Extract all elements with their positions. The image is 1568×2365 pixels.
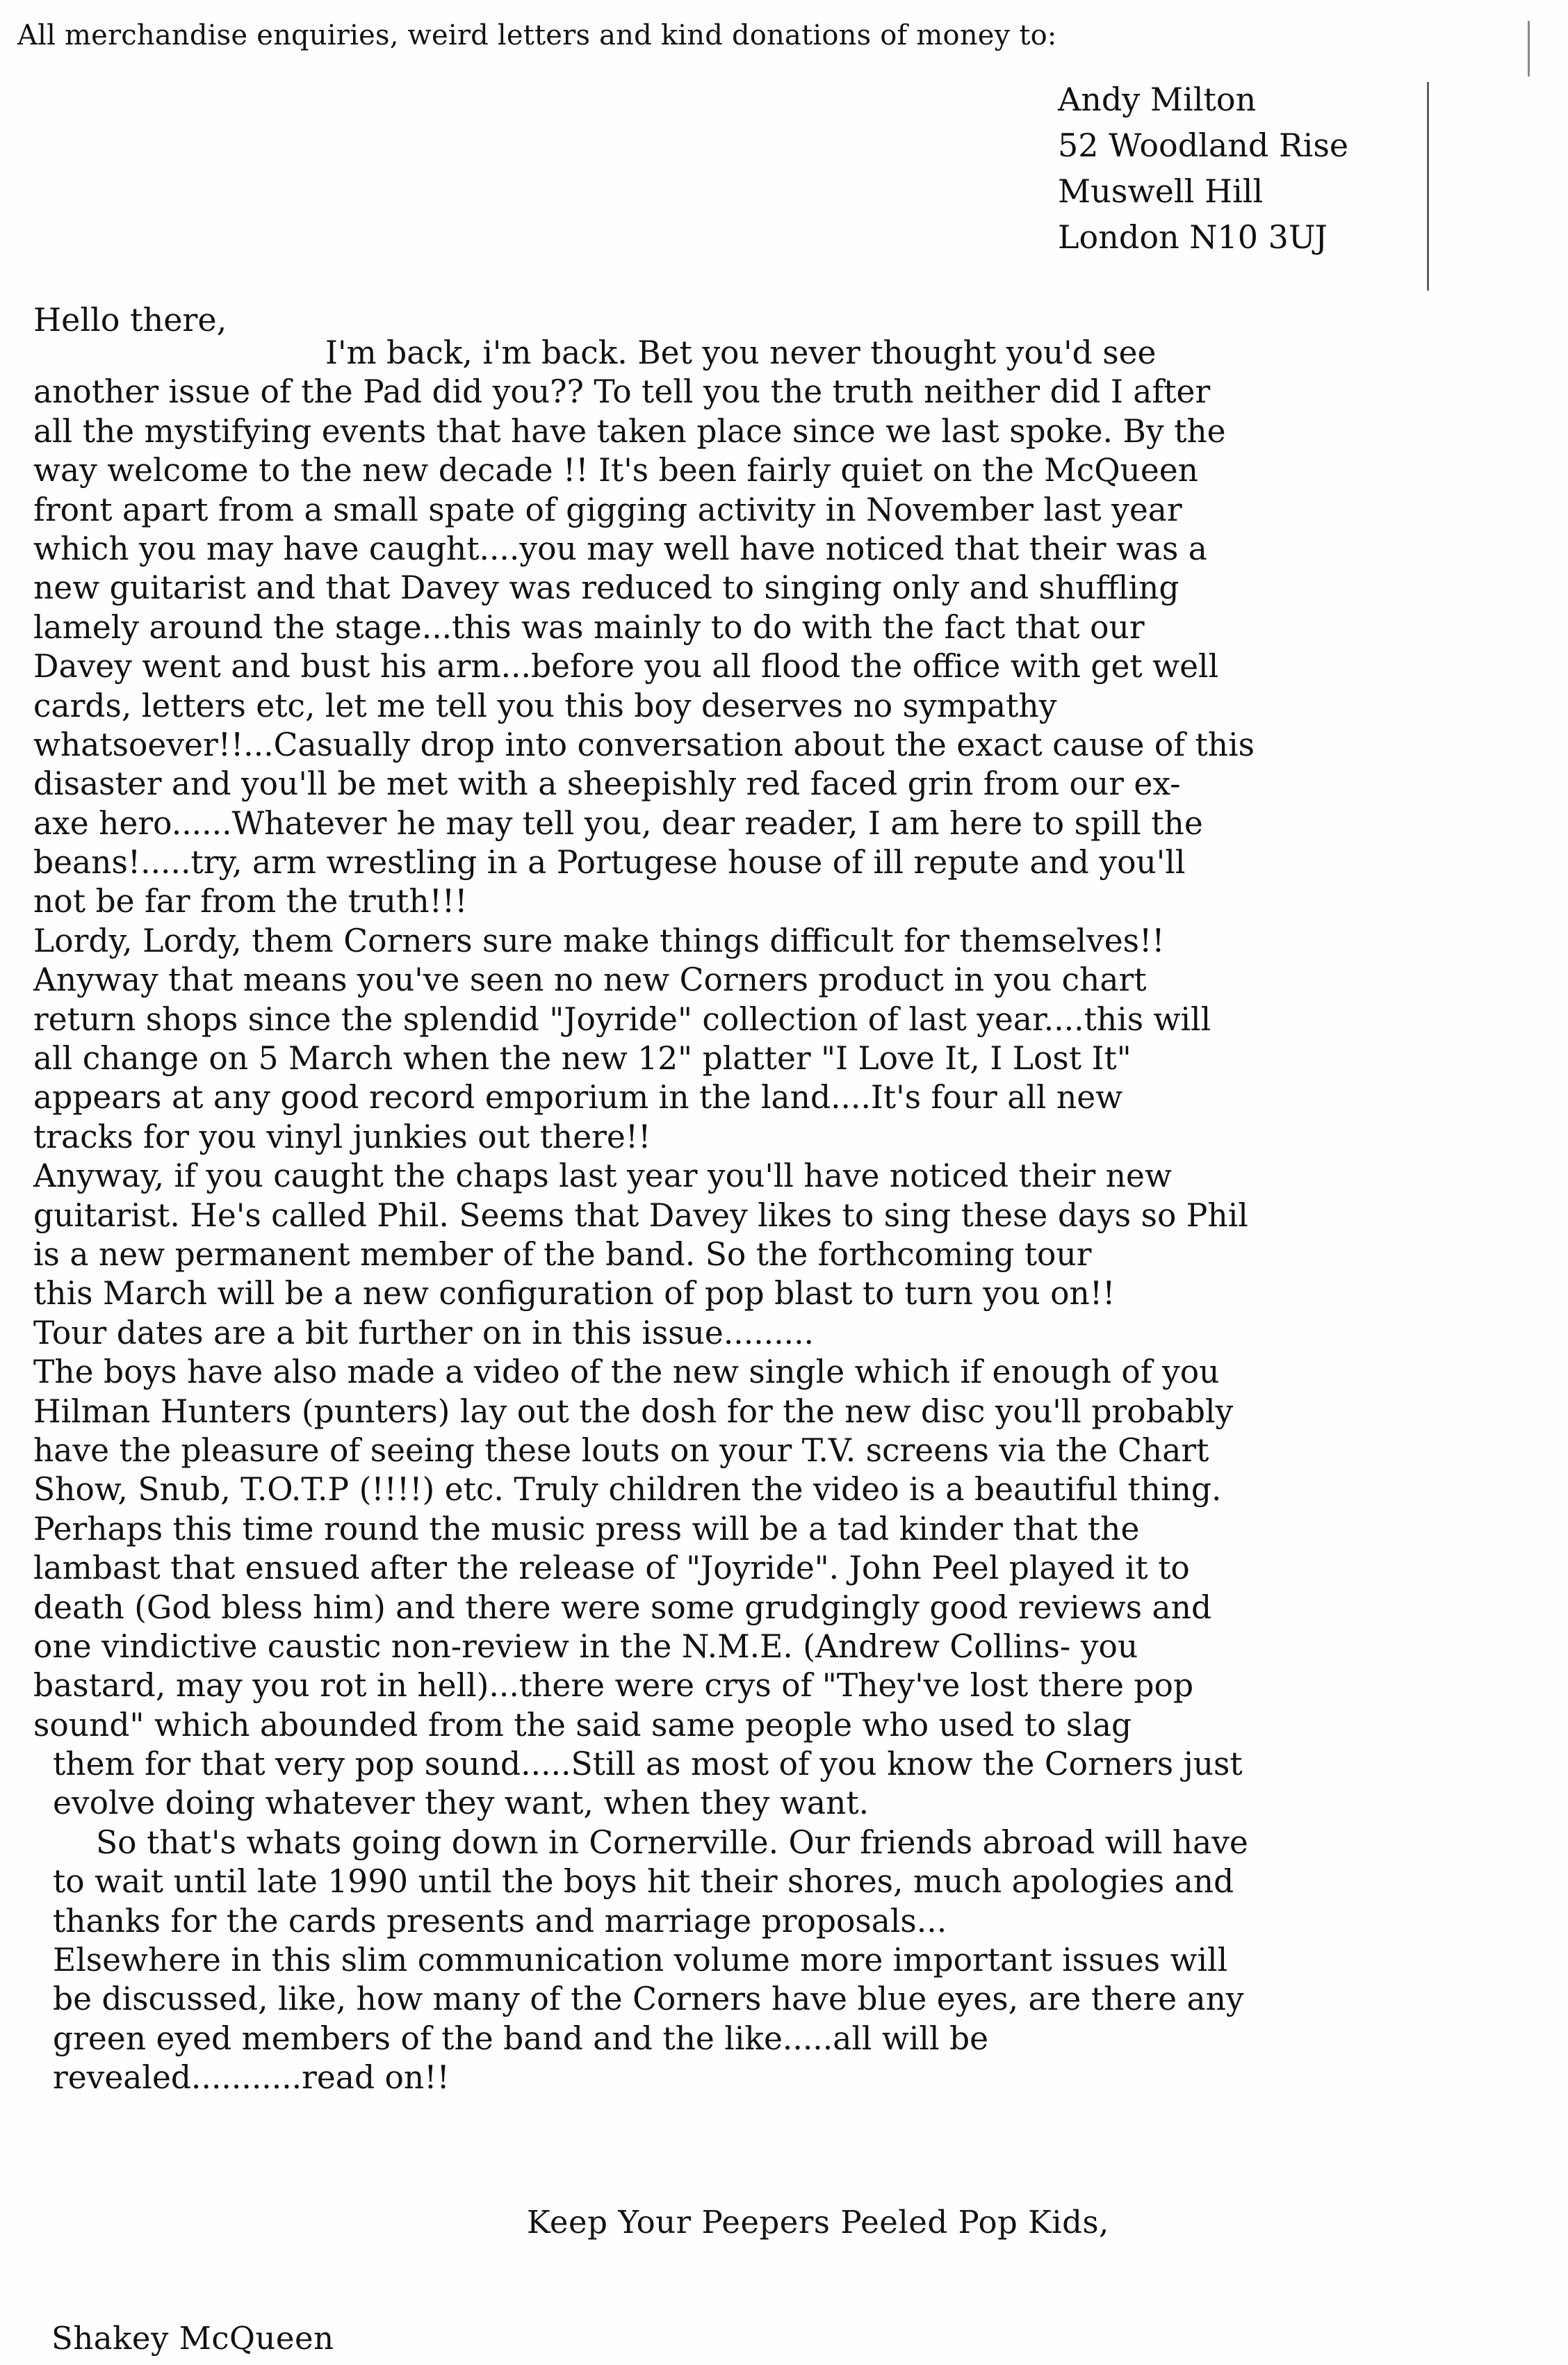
body-line: have the pleasure of seeing these louts on your T.V. screens via the Chart: [33, 1431, 1209, 1469]
body-line: another issue of the Pad did you?? To tell you the truth neither did I after: [33, 373, 1211, 411]
body-line: sound" which abounded from the said same people who used to slag: [33, 1706, 1132, 1744]
body-line: green eyed members of the band and the like.....all will be: [53, 2019, 989, 2057]
edge-mark: [1528, 21, 1530, 76]
body-line: beans!.....try, arm wrestling in a Portugese house of ill repute and you'll: [33, 844, 1186, 881]
body-line: revealed...........read on!!: [53, 2059, 450, 2097]
body-line: Anyway, if you caught the chaps last year you'll have noticed their new: [33, 1157, 1172, 1195]
body-line: them for that very pop sound.....Still as most of you know the Corners just: [53, 1746, 1243, 1783]
body-line: lamely around the stage...this was mainly to do with the fact that our: [33, 608, 1145, 646]
body-line: which you may have caught....you may well have noticed that their was a: [33, 530, 1207, 567]
body-line: bastard, may you rot in hell)...there were crys of "They've lost there pop: [33, 1667, 1194, 1705]
letter-signature: Shakey McQueen: [51, 2320, 334, 2357]
body-line: The boys have also made a video of the new single which if enough of you: [33, 1354, 1220, 1391]
body-line: axe hero......Whatever he may tell you, dear reader, I am here to spill the: [33, 804, 1203, 842]
body-line: I'm back, i'm back. Bet you never thought you'd see: [325, 334, 1157, 371]
body-line: all change on 5 March when the new 12" platter "I Love It, I Lost It": [33, 1040, 1132, 1078]
body-line: Tour dates are a bit further on in this issue.........: [33, 1314, 814, 1351]
body-line: to wait until late 1990 until the boys hit their shores, much apologies and: [53, 1863, 1234, 1901]
body-line: guitarist. He's called Phil. Seems that Davey likes to sing these days so Phil: [33, 1196, 1248, 1234]
letter-greeting: Hello there,: [33, 301, 227, 339]
body-line: one vindictive caustic non-review in the N.M.E. (Andrew Collins- you: [33, 1627, 1138, 1665]
body-line: return shops since the splendid "Joyride" collection of last year....this will: [33, 1000, 1211, 1038]
body-line: tracks for you vinyl junkies out there!!: [33, 1118, 651, 1155]
body-line: evolve doing whatever they want, when they want.: [53, 1785, 869, 1822]
letter-body: [33, 334, 1423, 2098]
body-line: new guitarist and that Davey was reduced to singing only and shuffling: [33, 569, 1179, 607]
body-line: death (God bless him) and there were some grudgingly good reviews and: [33, 1588, 1212, 1626]
body-line: this March will be a new configuration of pop blast to turn you on!!: [33, 1275, 1116, 1312]
body-line: cards, letters etc, let me tell you this boy deserves no sympathy: [33, 687, 1057, 724]
body-line: front apart from a small spate of gigging activity in November last year: [33, 491, 1182, 528]
body-line: Davey went and bust his arm...before you all flood the office with get well: [33, 648, 1219, 685]
body-line: is a new permanent member of the band. So the forthcoming tour: [33, 1235, 1092, 1273]
body-line: appears at any good record emporium in the land....It's four all new: [33, 1079, 1123, 1116]
letter-signoff: Keep Your Peepers Peeled Pop Kids,: [527, 2204, 1109, 2241]
body-line: all the mystifying events that have taken place since we last spoke. By the: [33, 412, 1226, 450]
address-line-name: Andy Milton: [1058, 81, 1257, 118]
body-line: Anyway that means you've seen no new Corners product in you chart: [33, 961, 1147, 999]
body-line: lambast that ensued after the release of "Joyride". John Peel played it to: [33, 1550, 1190, 1587]
address-line-street: 52 Woodland Rise: [1058, 127, 1349, 164]
body-line: Lordy, Lordy, them Corners sure make things difficult for themselves!!: [33, 922, 1165, 959]
body-line: Show, Snub, T.O.T.P (!!!!) etc. Truly children the video is a beautiful thing.: [33, 1471, 1222, 1509]
edge-mark: [1427, 82, 1429, 291]
body-line: not be far from the truth!!!: [33, 883, 468, 920]
body-line: Elsewhere in this slim communication volume more important issues will: [53, 1942, 1228, 1979]
body-line: thanks for the cards presents and marriage proposals...: [53, 1902, 947, 1940]
mailing-address: [1058, 76, 1348, 260]
body-line: way welcome to the new decade !! It's been fairly quiet on the McQueen: [33, 452, 1198, 489]
address-line-area: Muswell Hill: [1058, 172, 1264, 210]
enquiries-line: All merchandise enquiries, weird letters and kind donations of money to:: [17, 19, 1057, 51]
body-line: whatsoever!!...Casually drop into conversation about the exact cause of this: [33, 726, 1255, 763]
body-line: be discussed, like, how many of the Corners have blue eyes, are there any: [53, 1981, 1244, 2018]
body-line: Hilman Hunters (punters) lay out the dosh for the new disc you'll probably: [33, 1392, 1234, 1430]
body-line: So that's whats going down in Cornerville. Our friends abroad will have: [96, 1823, 1248, 1861]
address-line-city: London N10 3UJ: [1058, 218, 1328, 256]
body-line: disaster and you'll be met with a sheepishly red faced grin from our ex-: [33, 765, 1181, 803]
body-line: Perhaps this time round the music press will be a tad kinder that the: [33, 1510, 1140, 1547]
